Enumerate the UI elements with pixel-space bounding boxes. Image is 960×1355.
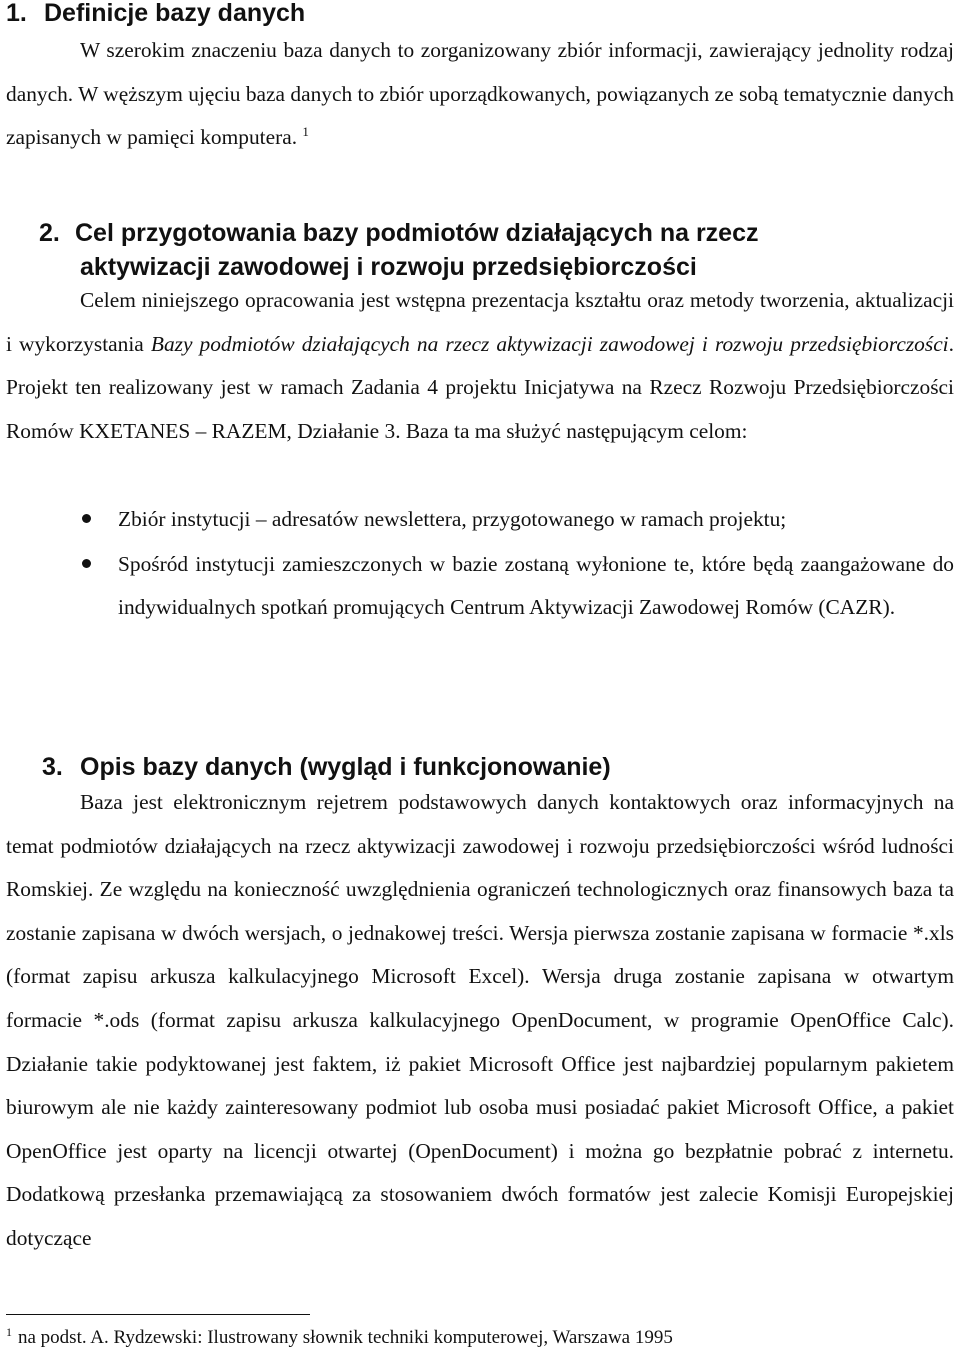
section-2-title-line2: aktywizacji zawodowej i rozwoju przedsiębiorczości bbox=[80, 253, 697, 281]
footnote-reference[interactable]: 1 bbox=[302, 124, 309, 140]
section-2-rest: . Projekt ten realizowany jest w ramach Zadania 4 projektu Inicjatywa na Rzecz Rozwoju Przedsiębiorczości Romów KXETANES – RAZEM, Działanie 3. Baza ta ma służyć następującym celom: bbox=[6, 331, 954, 443]
section-3-text: Baza jest elektronicznym rejetrem podstawowych danych kontaktowych oraz informacyjnych na temat podmiotów działających na rzecz aktywizacji zawodowej i rozwoju przedsiębiorczości wśród ludności Romskiej. Ze względu na konieczność uwzględnienia ograniczeń technologicznych oraz finansowych baza ta zostanie zapisana w dwóch wersjach, o jednakowej treści. Wersja pierwsza zostanie zapisana w formacie *.xls (format zapisu arkusza kalkulacyjnego Microsoft Excel). Wersja druga zostanie zapisana w otwartym formacie *.ods (format zapisu arkusza kalkulacyjnego OpenDocument, w programie OpenOffice Calc). Działanie takie podyktowanej jest faktem, iż pakiet Microsoft Office jest najbardziej popularnym pakietem biurowym ale nie każdy zainteresowany podmiot lub osoba musi posiadać pakiet Microsoft Office, a pakiet OpenOffice jest oparty na licencji otwartej (OpenDocument) i można go bezpłatnie pobrać z internetu. Dodatkową przesłanka przemawiającą za stosowaniem dwóch formatów jest zalecie Komisji Europejskiej dotyczące bbox=[6, 790, 954, 1250]
section-1-number: 1. bbox=[6, 0, 27, 27]
footnote bbox=[6, 1325, 673, 1351]
list-item bbox=[6, 498, 954, 542]
section-2-paragraph bbox=[6, 279, 954, 453]
list-item-text: Zbiór instytucji – adresatów newslettera, przygotowanego w ramach projektu; bbox=[118, 507, 787, 531]
section-3-heading bbox=[42, 750, 611, 784]
bullet-icon bbox=[82, 514, 91, 523]
section-2-title-line1: Cel przygotowania bazy podmiotów działających na rzecz bbox=[75, 219, 759, 247]
footnote-text: na podst. A. Rydzewski: Ilustrowany słownik techniki komputerowej, Warszawa 1995 bbox=[18, 1327, 673, 1348]
bullet-icon bbox=[82, 559, 91, 568]
section-3-number: 3. bbox=[42, 753, 63, 781]
list-item bbox=[6, 543, 954, 630]
section-3-title: Opis bazy danych (wygląd i funkcjonowanie) bbox=[80, 753, 611, 781]
list-item-text: Spośród instytucji zamieszczonych w bazie zostaną wyłonione te, które będą zaangażowane do indywidualnych spotkań promujących Centrum Aktywizacji Zawodowej Romów (CAZR). bbox=[118, 551, 954, 620]
section-3-paragraph bbox=[6, 781, 954, 1261]
section-2-heading bbox=[6, 216, 758, 285]
section-2-number: 2. bbox=[39, 219, 60, 247]
section-2-intro: Celem niniejszego opracowania jest wstępna prezentacja kształtu oraz metody tworzenia, aktualizacji i wykorzystania bbox=[6, 288, 954, 356]
goals-list bbox=[6, 498, 954, 631]
section-2-italic-title: Bazy podmiotów działających na rzecz aktywizacji zawodowej i rozwoju przedsiębiorczości bbox=[150, 331, 949, 356]
footnote-separator bbox=[6, 1314, 310, 1315]
section-1-paragraph bbox=[6, 29, 954, 160]
section-1-text: W szerokim znaczeniu baza danych to zorganizowany zbiór informacji, zawierający jednolity rodzaj danych. W węższym ujęciu baza danych to zbiór uporządkowanych, powiązanych ze sobą tematycznie danych zapisanych w pamięci komputera. bbox=[6, 38, 954, 150]
section-1-title: Definicje bazy danych bbox=[44, 0, 306, 27]
footnote-marker: 1 bbox=[6, 1324, 12, 1339]
section-1-heading bbox=[6, 0, 305, 30]
